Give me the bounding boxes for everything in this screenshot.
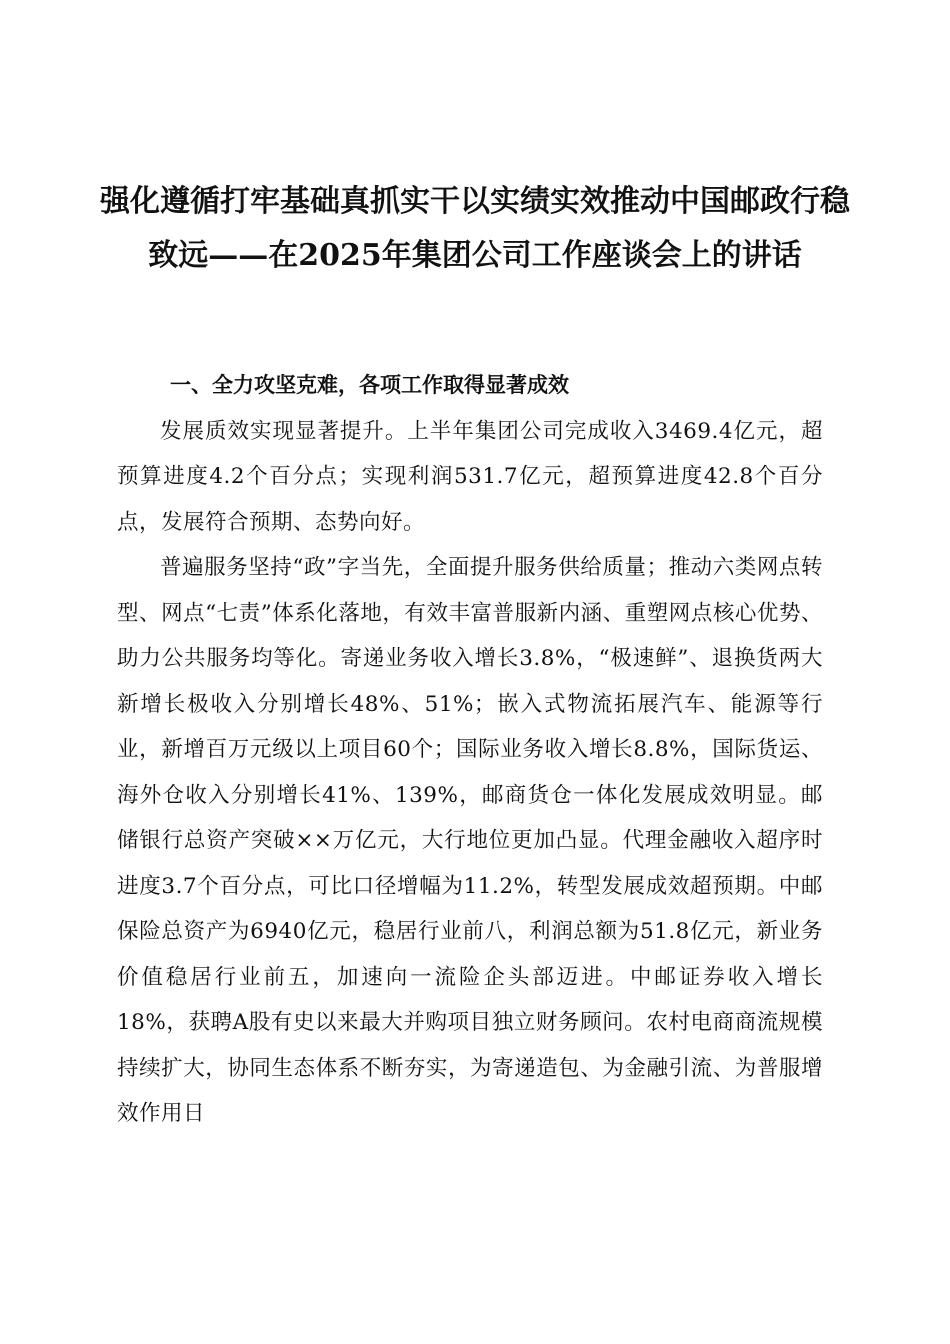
section-heading: 一、全力攻坚克难，各项工作取得显著成效	[170, 373, 569, 397]
paragraph-universal-service: 普遍服务坚持“政”字当先，全面提升服务供给质量；推动六类网点转型、网点“七责”体系化落地，有效丰富普服新内涵、重塑网点核心优势、助力公共服务均等化。寄递业务收入增长3.8%，“极速鲜”、退换货两大新增长极收入分别增长48%、51%；嵌入式物流拓展汽车、能源等行业，新增百万元级以上项目60个；国际业务收入增长8.8%，国际货运、海外仓收入分别增长41%、139%，邮商货仓一体化发展成效明显。邮储银行总资产突破××万亿元，大行地位更加凸显。代理金融收入超序时进度3.7个百分点，可比口径增幅为11.2%，转型发展成效超预期。中邮保险总资产为6940亿元，稳居行业前八，利润总额为51.8亿元，新业务价值稳居行业前五，加速向一流险企头部迈进。中邮证券收入增长18%，获聘A股有史以来最大并购项目独立财务顾问。农村电商商流规模持续扩大，协同生态体系不断夯实，为寄递造包、为金融引流、为普服增效作用日	[117, 555, 823, 1126]
paragraph-performance: 发展质效实现显著提升。上半年集团公司完成收入3469.4亿元，超预算进度4.2个百分点；实现利润531.7亿元，超预算进度42.8个百分点，发展符合预期、态势向好。	[117, 418, 823, 535]
document-body	[117, 363, 823, 1137]
document-title: 强化遵循打牢基础真抓实干以实绩实效推动中国邮政行稳致远——在2025年集团公司工作座谈会上的讲话	[100, 184, 850, 273]
